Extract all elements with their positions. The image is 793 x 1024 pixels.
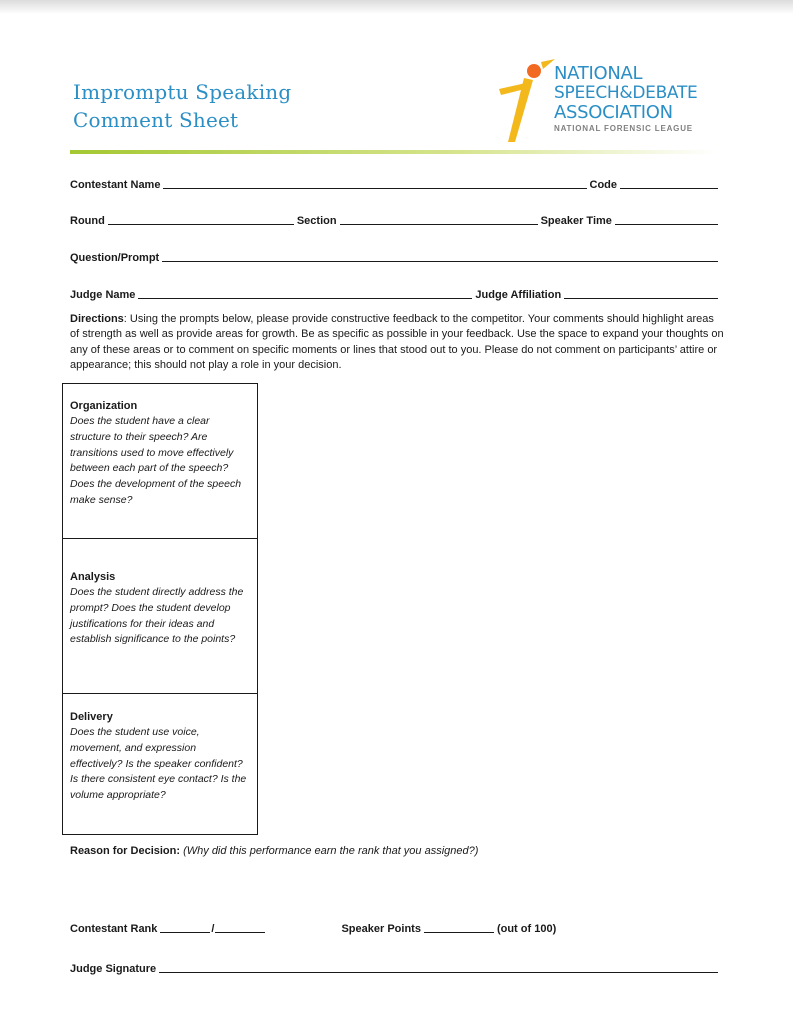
criteria-box [62, 383, 258, 835]
judge-name-label: Judge Name [70, 289, 136, 301]
criterion-divider [63, 538, 257, 539]
criterion-heading: Analysis [70, 571, 116, 583]
page-top-shadow [0, 0, 793, 14]
speaker-time-label: Speaker Time [540, 215, 612, 227]
round-label: Round [70, 215, 105, 227]
judge-affiliation-label: Judge Affiliation [475, 289, 562, 301]
logo-text-national: NATIONAL [554, 63, 643, 84]
logo-text-association: ASSOCIATION [554, 102, 673, 123]
contestant-name-label: Contestant Name [70, 179, 161, 191]
question-row [70, 248, 718, 264]
signature-row [70, 959, 718, 975]
contestant-name-field[interactable] [163, 177, 586, 189]
rank-total-field[interactable] [215, 921, 265, 933]
logo-text-speech-debate: SPEECH&DEBATE [554, 83, 698, 103]
title-line-2: Comment Sheet [73, 108, 239, 132]
criterion-analysis [63, 569, 257, 648]
out-of-label: (out of 100) [496, 923, 557, 935]
nsda-logo [497, 56, 737, 144]
criterion-prompt: Does the student use voice, movement, and expression effectively? Is the speaker confident? Is there consistent eye contact? Is the volume appropriate? [70, 726, 247, 802]
speaker-points-field[interactable] [424, 921, 494, 933]
criterion-delivery [63, 709, 257, 804]
directions-label: Directions [70, 313, 124, 325]
criterion-divider [63, 693, 257, 694]
reason-label: Reason for Decision: [70, 845, 181, 857]
judge-signature-field[interactable] [159, 961, 718, 973]
criterion-heading: Organization [70, 400, 138, 412]
code-field[interactable] [620, 177, 718, 189]
speaker-points-label: Speaker Points [341, 923, 421, 935]
round-row [70, 211, 718, 227]
code-label: Code [589, 179, 617, 191]
header-divider [70, 150, 718, 154]
contestant-rank-label: Contestant Rank [70, 923, 158, 935]
round-field[interactable] [108, 213, 294, 225]
section-label: Section [296, 215, 337, 227]
contestant-rank-field[interactable] [160, 921, 210, 933]
contestant-row [70, 175, 718, 191]
judge-name-field[interactable] [138, 287, 472, 299]
criterion-prompt: Does the student have a clear structure to their speech? Are transitions used to move effectively between each part of the speech? Does the development of the speech make sense? [70, 415, 242, 506]
reason-hint: (Why did this performance earn the rank that you assigned?) [183, 845, 479, 857]
judge-signature-label: Judge Signature [70, 963, 157, 975]
rank-separator: / [211, 923, 215, 935]
speaker-time-field[interactable] [615, 213, 718, 225]
criterion-heading: Delivery [70, 711, 113, 723]
judge-affiliation-field[interactable] [564, 287, 718, 299]
page-title [73, 78, 291, 134]
logo-subtitle: NATIONAL FORENSIC LEAGUE [554, 124, 693, 133]
judge-row [70, 285, 718, 301]
directions-body: : Using the prompts below, please provide constructive feedback to the competitor. Your comments should highlight areas of strength as well as provide areas for growth. Be as specific as possible in your feedback. Use the space to expand your thoughts on any of these areas or to comment on specific moments or lines that stood out to you. Please do not comment on participants’ attire or appearance; this should not play a role in your decision. [70, 313, 724, 371]
question-prompt-label: Question/Prompt [70, 252, 160, 264]
rank-points-row [70, 919, 718, 935]
title-line-1: Impromptu Speaking [73, 80, 292, 104]
logo-figure-icon [497, 56, 557, 144]
criterion-prompt: Does the student directly address the prompt? Does the student develop justifications for their ideas and establish significance to the points? [70, 586, 244, 646]
reason-for-decision [70, 845, 478, 857]
directions-text [70, 312, 725, 373]
criterion-organization [63, 398, 257, 509]
section-field[interactable] [340, 213, 538, 225]
question-prompt-field[interactable] [162, 250, 718, 262]
